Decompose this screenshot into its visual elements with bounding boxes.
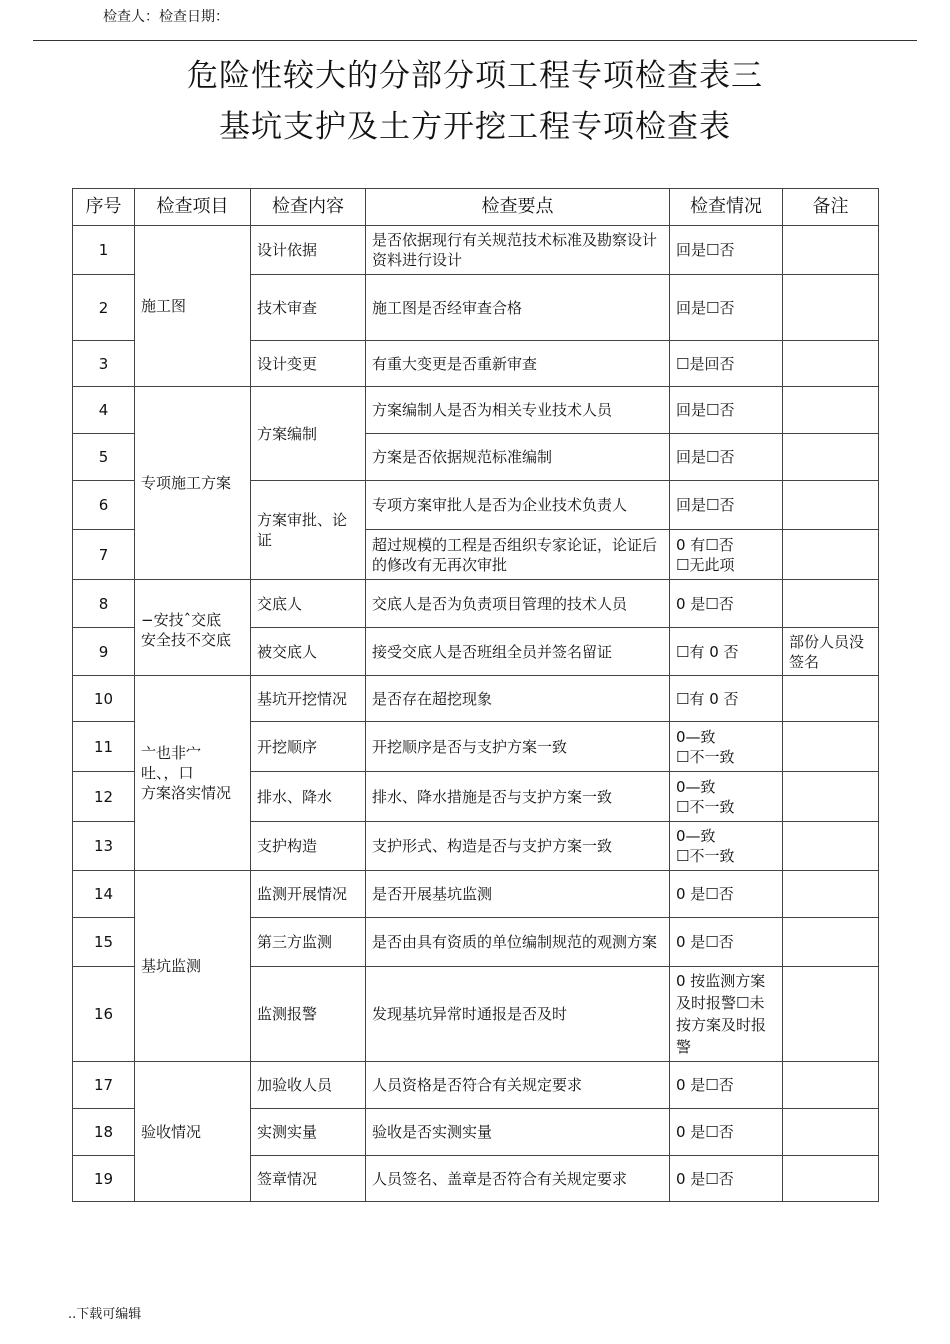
point-cell: 超过规模的工程是否组织专家论证，论证后的修改有无再次审批 xyxy=(366,530,670,580)
column-header: 检查内容 xyxy=(251,189,366,226)
row-number: 19 xyxy=(73,1156,135,1202)
subitem-cell: 基坑开挖情况 xyxy=(251,676,366,722)
subitem-cell: 技术审查 xyxy=(251,275,366,341)
subitem-cell: 方案编制 xyxy=(251,387,366,481)
point-cell: 人员签名、盖章是否符合有关规定要求 xyxy=(366,1156,670,1202)
row-number: 16 xyxy=(73,967,135,1062)
subitem-cell: 排水、降水 xyxy=(251,772,366,822)
note-cell xyxy=(783,530,879,580)
subitem-cell: 监测开展情况 xyxy=(251,871,366,918)
subitem-cell: 监测报警 xyxy=(251,967,366,1062)
status-cell: 回是☐否 xyxy=(670,226,783,275)
status-cell: 0 按监测方案及时报警☐未按方案及时报警 xyxy=(670,967,783,1062)
point-cell: 排水、降水措施是否与支护方案一致 xyxy=(366,772,670,822)
point-cell: 接受交底人是否班组全员并签名留证 xyxy=(366,628,670,676)
column-header: 备注 xyxy=(783,189,879,226)
table-header-row xyxy=(73,189,879,226)
note-cell xyxy=(783,434,879,481)
subitem-cell: 设计依据 xyxy=(251,226,366,275)
note-cell xyxy=(783,772,879,822)
subitem-cell: 设计变更 xyxy=(251,341,366,387)
point-cell: 施工图是否经审查合格 xyxy=(366,275,670,341)
status-cell: 回是☐否 xyxy=(670,434,783,481)
table-row xyxy=(73,1062,879,1109)
point-cell: 方案是否依据规范标准编制 xyxy=(366,434,670,481)
footer-note: ..下载可编辑 xyxy=(68,1307,142,1322)
point-cell: 开挖顺序是否与支护方案一致 xyxy=(366,722,670,772)
subitem-cell: 交底人 xyxy=(251,580,366,628)
column-header: 序号 xyxy=(73,189,135,226)
subitem-cell: 实测实量 xyxy=(251,1109,366,1156)
status-cell: ☐有 0 否 xyxy=(670,676,783,722)
status-cell: 0 是☐否 xyxy=(670,871,783,918)
note-cell xyxy=(783,580,879,628)
row-number: 10 xyxy=(73,676,135,722)
point-cell: 发现基坑异常时通报是否及时 xyxy=(366,967,670,1062)
point-cell: 方案编制人是否为相关专业技术人员 xyxy=(366,387,670,434)
row-number: 7 xyxy=(73,530,135,580)
point-cell: 是否存在超挖现象 xyxy=(366,676,670,722)
status-cell: 0—致 ☐不一致 xyxy=(670,772,783,822)
row-number: 8 xyxy=(73,580,135,628)
point-cell: 交底人是否为负责项目管理的技术人员 xyxy=(366,580,670,628)
note-cell xyxy=(783,481,879,530)
point-cell: 人员资格是否符合有关规定要求 xyxy=(366,1062,670,1109)
table-row xyxy=(73,580,879,628)
note-cell xyxy=(783,871,879,918)
group-cell: 施工图 xyxy=(135,226,251,387)
group-cell: −安技ˆ交底 安全技不交底 xyxy=(135,580,251,676)
subitem-cell: 加验收人员 xyxy=(251,1062,366,1109)
status-cell: 0 是☐否 xyxy=(670,1156,783,1202)
subitem-cell: 签章情况 xyxy=(251,1156,366,1202)
subitem-cell: 第三方监测 xyxy=(251,918,366,967)
point-cell: 是否开展基坑监测 xyxy=(366,871,670,918)
status-cell: 回是☐否 xyxy=(670,275,783,341)
status-cell: 0—致 ☐不一致 xyxy=(670,722,783,772)
table-row xyxy=(73,676,879,722)
row-number: 3 xyxy=(73,341,135,387)
note-cell xyxy=(783,1156,879,1202)
row-number: 15 xyxy=(73,918,135,967)
table-row xyxy=(73,226,879,275)
subitem-cell: 开挖顺序 xyxy=(251,722,366,772)
row-number: 13 xyxy=(73,822,135,871)
status-cell: 0 是☐否 xyxy=(670,918,783,967)
status-cell: 0 是☐否 xyxy=(670,1062,783,1109)
point-cell: 是否由具有资质的单位编制规范的观测方案 xyxy=(366,918,670,967)
column-header: 检查项目 xyxy=(135,189,251,226)
row-number: 5 xyxy=(73,434,135,481)
row-number: 6 xyxy=(73,481,135,530)
page-subtitle: 基坑支护及土方开挖工程专项检查表 xyxy=(219,109,731,145)
page-title: 危险性较大的分部分项工程专项检查表三 xyxy=(187,58,763,94)
status-cell: 0 是☐否 xyxy=(670,1109,783,1156)
status-cell: 回是☐否 xyxy=(670,387,783,434)
subitem-cell: 支护构造 xyxy=(251,822,366,871)
inspector-line: 检查人：检查日期： xyxy=(103,9,229,25)
group-cell: 基坑监测 xyxy=(135,871,251,1062)
row-number: 1 xyxy=(73,226,135,275)
note-cell xyxy=(783,226,879,275)
row-number: 9 xyxy=(73,628,135,676)
group-cell: 亠也非宀 吐、，口 方案洛实情况 xyxy=(135,676,251,871)
row-number: 4 xyxy=(73,387,135,434)
table-row xyxy=(73,871,879,918)
group-cell: 验收情况 xyxy=(135,1062,251,1202)
table-row xyxy=(73,387,879,434)
status-cell: 0 有☐否 ☐无此项 xyxy=(670,530,783,580)
status-cell: ☐有 0 否 xyxy=(670,628,783,676)
header-divider xyxy=(33,40,917,41)
note-cell xyxy=(783,341,879,387)
subitem-cell: 被交底人 xyxy=(251,628,366,676)
status-cell: 0 是☐否 xyxy=(670,580,783,628)
note-cell xyxy=(783,967,879,1062)
point-cell: 专项方案审批人是否为企业技术负责人 xyxy=(366,481,670,530)
note-cell xyxy=(783,275,879,341)
subitem-cell: 方案审批、论证 xyxy=(251,481,366,580)
note-cell: 部份人员没签名 xyxy=(783,628,879,676)
note-cell xyxy=(783,387,879,434)
note-cell xyxy=(783,1062,879,1109)
note-cell xyxy=(783,722,879,772)
row-number: 12 xyxy=(73,772,135,822)
note-cell xyxy=(783,676,879,722)
note-cell xyxy=(783,822,879,871)
group-cell: 专项施工方案 xyxy=(135,387,251,580)
status-cell: ☐是回否 xyxy=(670,341,783,387)
row-number: 11 xyxy=(73,722,135,772)
note-cell xyxy=(783,1109,879,1156)
status-cell: 回是☐否 xyxy=(670,481,783,530)
status-cell: 0—致 ☐不一致 xyxy=(670,822,783,871)
point-cell: 是否依据现行有关规范技术标准及勘察设计资料进行设计 xyxy=(366,226,670,275)
row-number: 14 xyxy=(73,871,135,918)
column-header: 检查情况 xyxy=(670,189,783,226)
row-number: 2 xyxy=(73,275,135,341)
point-cell: 支护形式、构造是否与支护方案一致 xyxy=(366,822,670,871)
inspection-table xyxy=(72,188,879,1202)
point-cell: 有重大变更是否重新审查 xyxy=(366,341,670,387)
column-header: 检查要点 xyxy=(366,189,670,226)
row-number: 18 xyxy=(73,1109,135,1156)
note-cell xyxy=(783,918,879,967)
row-number: 17 xyxy=(73,1062,135,1109)
point-cell: 验收是否实测实量 xyxy=(366,1109,670,1156)
